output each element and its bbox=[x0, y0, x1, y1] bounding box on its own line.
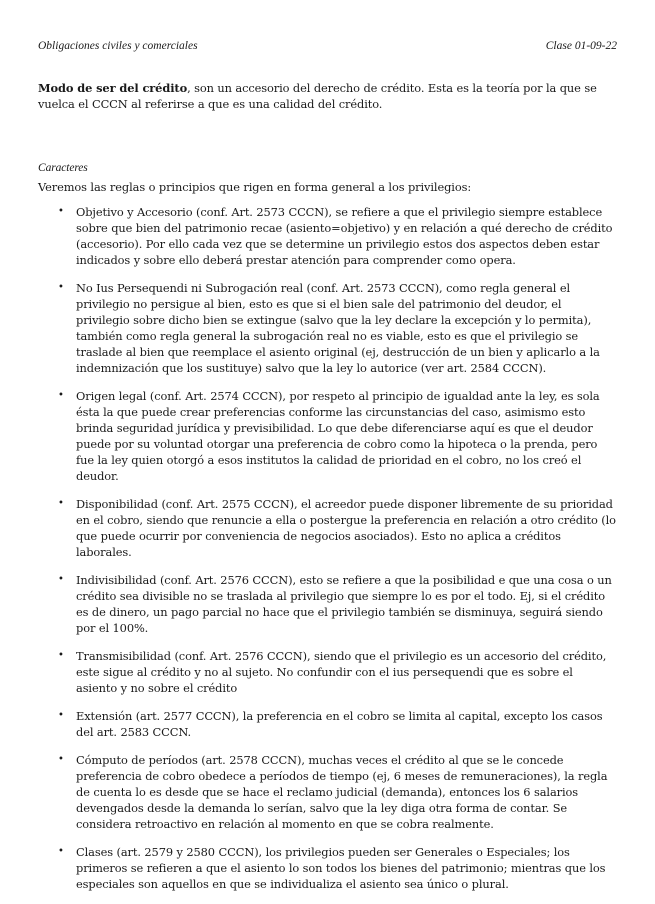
list-item-text: Cómputo de períodos (art. 2578 CCCN), muchas veces el crédito al que se le concede preferencia de cobro obedece a períodos de tiempo (ej, 6 meses de remuneraciones), la regla de cuenta lo es desde que se hace el reclamo judicial (demanda), entonces los 6 salarios devengados desde la demanda lo serían, salvo que la ley diga otra forma de contar. Se considera retroactivo en relación al momento en que se cobra realmente. bbox=[76, 753, 608, 831]
bullet-icon: • bbox=[58, 710, 64, 721]
list-item bbox=[38, 572, 616, 636]
bullet-icon: • bbox=[58, 390, 64, 401]
document-body bbox=[38, 80, 616, 904]
list-item-text: Extensión (art. 2577 CCCN), la preferencia en el cobro se limita al capital, excepto los casos del art. 2583 CCCN. bbox=[76, 709, 603, 739]
list-item bbox=[38, 752, 616, 832]
bullet-icon: • bbox=[58, 754, 64, 765]
lead-paragraph: Veremos las reglas o principios que rigen en forma general a los privilegios: bbox=[38, 180, 472, 194]
list-item-text: No Ius Persequendi ni Subrogación real (conf. Art. 2573 CCCN), como regla general el privilegio no persigue al bien, esto es que si el bien sale del patrimonio del deudor, el privilegio sobre dicho bien se extingue (salvo que la ley declare la excepción y lo permita), también como regla general la subrogación real no es viable, esto es que el privilegio se traslade al bien que reemplace el asiento original (ej, destrucción de un bien y aplicarlo a la indemnización que los sustituye) salvo que la ley lo autorice (ver art. 2584 CCCN). bbox=[76, 281, 600, 375]
list-item bbox=[38, 844, 616, 892]
intro-bold-term: Modo de ser del crédito bbox=[38, 81, 188, 95]
list-item bbox=[38, 280, 616, 376]
list-item-text: Origen legal (conf. Art. 2574 CCCN), por respeto al principio de igualdad ante la ley, es sola ésta la que puede crear preferencias conforme las circunstancias del caso, asimismo esto brinda seguridad jurídica y previsibilidad. Lo que debe diferenciarse aquí es que el deudor puede por su voluntad otorgar una preferencia de cobro como la hipoteca o la prenda, pero fue la ley quien otorgó a esos institutos la calidad de prioridad en el cobro, no los creó el deudor. bbox=[76, 389, 600, 483]
characteristics-list bbox=[38, 204, 616, 892]
intro-paragraph bbox=[38, 80, 616, 112]
bullet-icon: • bbox=[58, 206, 64, 217]
list-item-text: Indivisibilidad (conf. Art. 2576 CCCN), esto se refiere a que la posibilidad e que una cosa o un crédito sea divisible no se traslada al privilegio que siempre lo es por el todo. Ej, si el crédito es de dinero, un pago parcial no hace que el privilegio también se disminuya, seguirá siendo por el 100%. bbox=[76, 573, 612, 635]
list-item bbox=[38, 708, 616, 740]
list-item-text: Transmisibilidad (conf. Art. 2576 CCCN), siendo que el privilegio es un accesorio del crédito, este sigue al crédito y no al sujeto. No confundir con el ius persequendi que es sobre el asiento y no sobre el crédito bbox=[76, 649, 607, 695]
list-item bbox=[38, 388, 616, 484]
bullet-icon: • bbox=[58, 574, 64, 585]
list-item-text: Clases (art. 2579 y 2580 CCCN), los privilegios pueden ser Generales o Especiales; los primeros se refieren a que el asiento lo son todos los bienes del patrimonio; mientras que los especiales son aquellos en que se individualiza el asiento sea único o plural. bbox=[76, 845, 606, 891]
intro-text: , son un accesorio del derecho de crédito. Esta es la teoría por la que se vuelca el CCCN al referirse a que es una calidad del crédito. bbox=[38, 81, 597, 111]
header-class-date: Clase 01-09-22 bbox=[545, 40, 617, 52]
bullet-icon: • bbox=[58, 650, 64, 661]
list-item bbox=[38, 496, 616, 560]
bullet-icon: • bbox=[58, 846, 64, 857]
list-item bbox=[38, 648, 616, 696]
section-title: Caracteres bbox=[38, 162, 88, 174]
bullet-icon: • bbox=[58, 282, 64, 293]
list-item bbox=[38, 204, 616, 268]
list-item-text: Objetivo y Accesorio (conf. Art. 2573 CCCN), se refiere a que el privilegio siempre establece sobre que bien del patrimonio recae (asiento=objetivo) y en relación a qué derecho de crédito (accesorio). Por ello cada vez que se determine un privilegio estos dos aspectos deben estar indicados y sobre ello deberá prestar atención para comprender como opera. bbox=[76, 205, 613, 267]
bullet-icon: • bbox=[58, 498, 64, 509]
page-header bbox=[38, 40, 617, 52]
header-course-title: Obligaciones civiles y comerciales bbox=[38, 40, 198, 52]
list-item-text: Disponibilidad (conf. Art. 2575 CCCN), el acreedor puede disponer libremente de su prioridad en el cobro, siendo que renuncie a ella o postergue la preferencia en relación a otro crédito (lo que puede ocurrir por conveniencia de negocios asociados). Esto no aplica a créditos laborales. bbox=[76, 497, 616, 559]
